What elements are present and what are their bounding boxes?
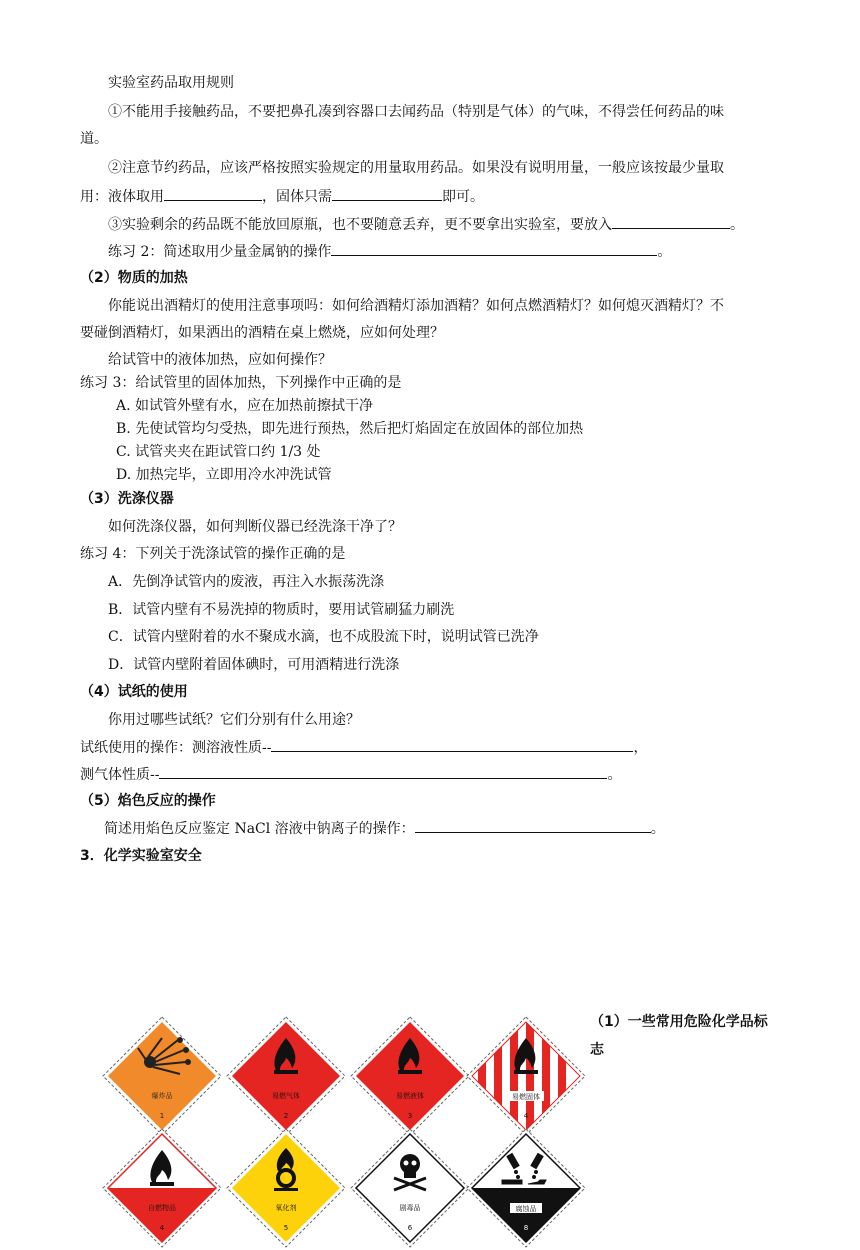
gas-property-label: 测气体性质-- bbox=[80, 767, 160, 783]
hazard-sign-label: 爆炸品 bbox=[151, 1092, 173, 1100]
leftover-container-blank[interactable] bbox=[612, 214, 730, 229]
hazard-sign-label: 自燃物品 bbox=[148, 1204, 176, 1212]
hazard-sign-label: 氧化剂 bbox=[275, 1204, 297, 1212]
rules-title: 实验室药品取用规则 bbox=[108, 75, 234, 91]
gas-property-blank[interactable] bbox=[159, 764, 607, 779]
solid-amount-blank[interactable] bbox=[332, 186, 442, 201]
hazard-sign-label: 腐蚀品 bbox=[515, 1205, 537, 1213]
exercise-4-option-a: A．先倒净试管内的废液，再注入水振荡洗涤 bbox=[108, 574, 385, 590]
exercise-4-option-b: B．试管内壁有不易洗掉的物质时，要用试管刷猛力刷洗 bbox=[108, 602, 455, 618]
hazard-sign-number: 4 bbox=[523, 1112, 529, 1120]
hazard-sign-label: 易燃液体 bbox=[396, 1092, 424, 1100]
hazard-sign-number: 1 bbox=[159, 1112, 165, 1120]
hazard-sign-spontaneous-combustion bbox=[100, 1126, 224, 1250]
flame-test-line bbox=[104, 818, 665, 839]
rule-1-line-2: 道。 bbox=[80, 131, 108, 147]
hazard-sign-number: 8 bbox=[523, 1224, 529, 1232]
hazard-sign-number: 6 bbox=[407, 1224, 413, 1232]
exercise-3: 练习 3：给试管里的固体加热，下列操作中正确的是 bbox=[80, 375, 402, 391]
sodium-procedure-blank[interactable] bbox=[331, 241, 657, 256]
hazard-signs-caption-line-1: （1）一些常用危险化学品标 bbox=[590, 1014, 768, 1030]
hazard-sign-label: 易燃固体 bbox=[512, 1093, 540, 1101]
flame-test-heading: （5）焰色反应的操作 bbox=[80, 793, 216, 809]
test-paper-line-2-end: 。 bbox=[607, 767, 622, 783]
rule-3-end: 。 bbox=[730, 217, 744, 233]
heating-question-line-1: 你能说出酒精灯的使用注意事项吗：如何给酒精灯添加酒精？如何点燃酒精灯？如何熄灭酒精灯？不 bbox=[108, 298, 724, 314]
hazard-sign-flammable-liquid bbox=[348, 1014, 472, 1138]
hazard-sign-number: 2 bbox=[283, 1112, 289, 1120]
test-paper-question: 你用过哪些试纸？它们分别有什么用途？ bbox=[108, 712, 360, 728]
flame-test-end: 。 bbox=[650, 821, 665, 837]
exercise-4-option-d: D．试管内壁附着固体碘时，可用酒精进行洗涤 bbox=[108, 657, 400, 673]
rule-2-line-2 bbox=[80, 186, 484, 207]
exercise-2-end: 。 bbox=[657, 244, 672, 260]
exercise-4: 练习 4：下列关于洗涤试管的操作正确的是 bbox=[80, 546, 346, 562]
hazard-sign-toxic bbox=[348, 1126, 472, 1250]
hazard-sign-number: 4 bbox=[159, 1224, 165, 1232]
hazard-sign-oxidizer bbox=[224, 1126, 348, 1250]
hazard-sign-explosive bbox=[100, 1014, 224, 1138]
heating-question-line-2: 要碰倒酒精灯，如果洒出的酒精在桌上燃烧，应如何处理？ bbox=[80, 325, 444, 341]
exercise-3-option-b: B. 先使试管均匀受热，即先进行预热，然后把灯焰固定在放固体的部位加热 bbox=[116, 421, 584, 437]
exercise-3-option-a: A. 如试管外壁有水，应在加热前擦拭干净 bbox=[116, 398, 374, 414]
hazard-sign-flammable-gas bbox=[224, 1014, 348, 1138]
hazard-signs-caption-line-2: 志 bbox=[590, 1042, 604, 1058]
test-paper-line-1-end: ， bbox=[633, 740, 648, 756]
hazard-sign-label: 易燃气体 bbox=[272, 1092, 300, 1100]
exercise-2 bbox=[108, 241, 671, 262]
hazard-sign-flammable-solid bbox=[464, 1014, 588, 1138]
rule-3-text: ③实验剩余的药品既不能放回原瓶，也不要随意丢弃，更不要拿出实验室，要放入 bbox=[108, 217, 612, 233]
hazard-sign-label: 剧毒品 bbox=[399, 1204, 421, 1212]
test-paper-line-2 bbox=[80, 764, 621, 785]
hazard-sign-corrosive bbox=[464, 1126, 588, 1250]
rule-2-text-a: 用：液体取用 bbox=[80, 189, 164, 205]
hazard-sign-number: 5 bbox=[283, 1224, 289, 1232]
washing-question: 如何洗涤仪器，如何判断仪器已经洗涤干净了？ bbox=[108, 519, 402, 535]
test-paper-heading: （4）试纸的使用 bbox=[80, 684, 188, 700]
liquid-amount-blank[interactable] bbox=[164, 186, 262, 201]
hazard-sign-number: 3 bbox=[407, 1112, 413, 1120]
safety-heading: 3．化学实验室安全 bbox=[80, 848, 202, 864]
heating-question-2: 给试管中的液体加热，应如何操作？ bbox=[108, 352, 332, 368]
washing-heading: （3）洗涤仪器 bbox=[80, 491, 174, 507]
rule-2-text-c: 即可。 bbox=[442, 189, 484, 205]
rule-3-line bbox=[108, 214, 744, 235]
exercise-2-text: 练习 2：简述取用少量金属钠的操作 bbox=[108, 244, 332, 260]
solution-property-blank[interactable] bbox=[271, 737, 633, 752]
heating-heading: （2）物质的加热 bbox=[80, 270, 188, 286]
test-paper-line-1 bbox=[80, 737, 647, 758]
rule-1-line-1: ①不能用手接触药品，不要把鼻孔凑到容器口去闻药品（特别是气体）的气味，不得尝任何药品的味 bbox=[108, 104, 724, 120]
flame-test-blank[interactable] bbox=[415, 818, 651, 833]
rule-2-text-b: ，固体只需 bbox=[262, 189, 332, 205]
exercise-4-option-c: C．试管内壁附着的水不聚成水滴，也不成股流下时，说明试管已洗净 bbox=[108, 629, 539, 645]
exercise-3-option-d: D. 加热完毕，立即用冷水冲洗试管 bbox=[116, 467, 332, 483]
solution-property-label: 试纸使用的操作：测溶液性质-- bbox=[80, 740, 272, 756]
exercise-3-option-c: C. 试管夹夹在距试管口约 1/3 处 bbox=[116, 444, 321, 460]
rule-2-line-1: ②注意节约药品，应该严格按照实验规定的用量取用药品。如果没有说明用量，一般应该按最少量取 bbox=[108, 160, 724, 176]
flame-test-text: 简述用焰色反应鉴定 NaCl 溶液中钠离子的操作： bbox=[104, 821, 415, 837]
